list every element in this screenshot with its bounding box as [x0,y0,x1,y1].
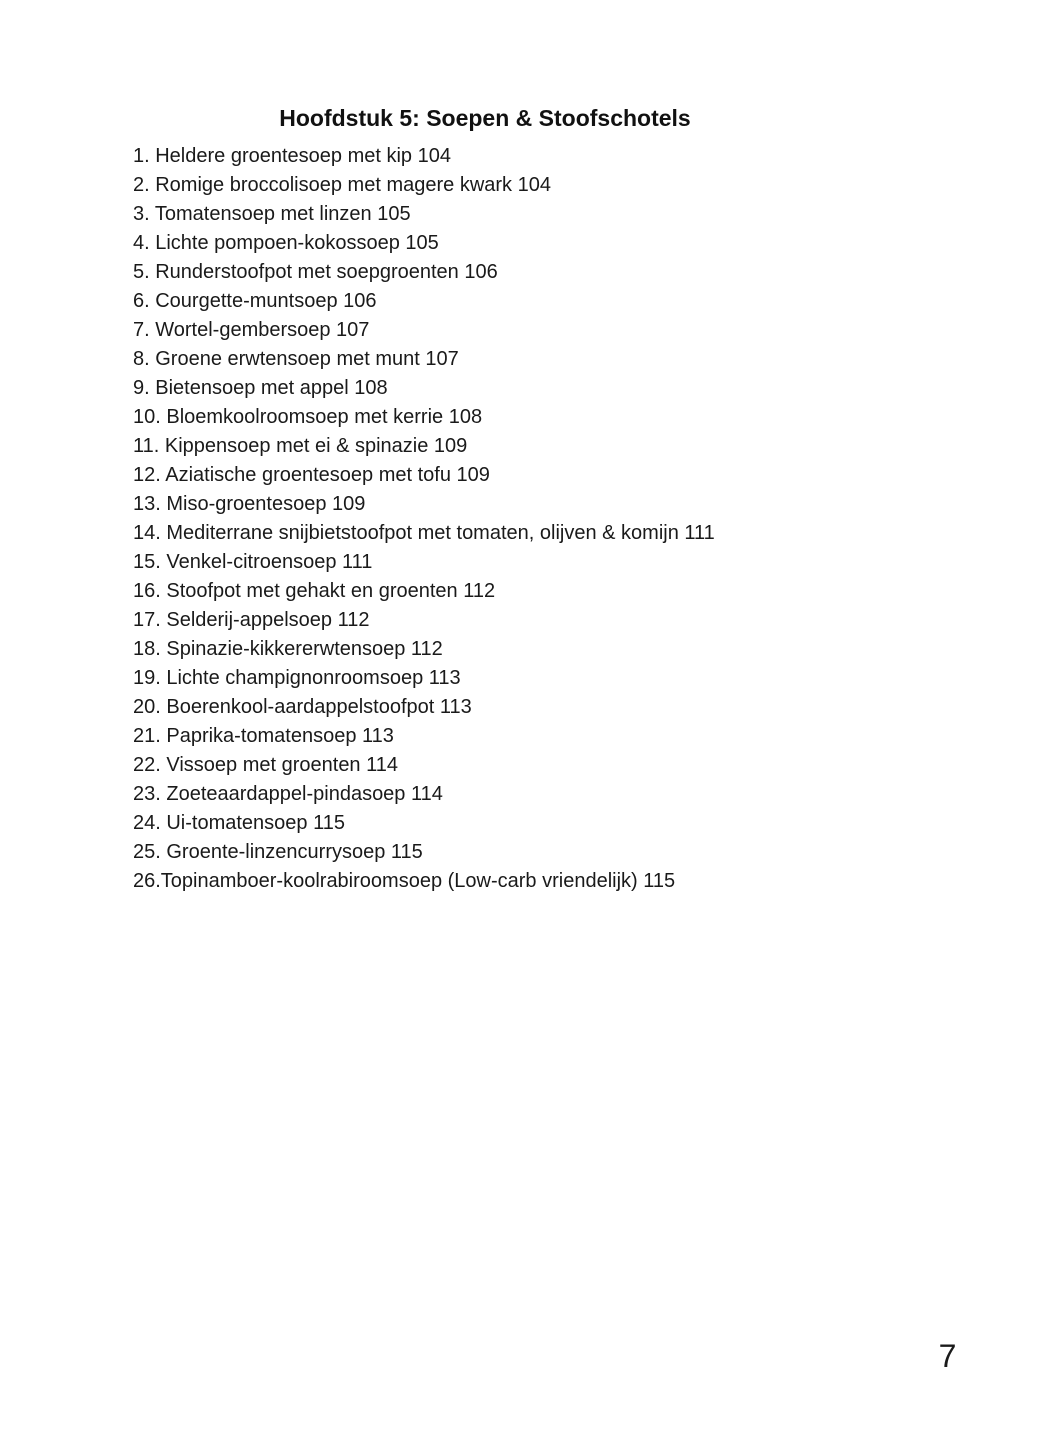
toc-item: 8. Groene erwtensoep met munt 107 [133,348,459,370]
toc-item: 14. Mediterrane snijbietstoofpot met tomaten, olijven & komijn 111 [133,522,715,544]
toc-item: 24. Ui-tomatensoep 115 [133,812,345,834]
toc-item: 17. Selderij-appelsoep 112 [133,609,370,631]
toc-item: 18. Spinazie-kikkererwtensoep 112 [133,638,443,660]
toc-item: 23. Zoeteaardappel-pindasoep 114 [133,783,443,805]
toc-item: 9. Bietensoep met appel 108 [133,377,388,399]
toc-item: 21. Paprika-tomatensoep 113 [133,725,394,747]
page-number: 7 [938,1338,957,1374]
toc-item: 4. Lichte pompoen-kokossoep 105 [133,232,439,254]
toc-item: 15. Venkel-citroensoep 111 [133,551,373,573]
table-of-contents [133,142,953,896]
toc-item: 26.Topinamboer-koolrabiroomsoep (Low-carb vriendelijk) 115 [133,870,676,892]
toc-item: 20. Boerenkool-aardappelstoofpot 113 [133,696,472,718]
toc-item: 16. Stoofpot met gehakt en groenten 112 [133,580,496,602]
toc-item: 3. Tomatensoep met linzen 105 [133,203,411,225]
toc-item: 7. Wortel-gembersoep 107 [133,319,370,341]
chapter-title: Hoofdstuk 5: Soepen & Stoofschotels [279,105,691,131]
toc-item: 19. Lichte champignonroomsoep 113 [133,667,461,689]
toc-item: 1. Heldere groentesoep met kip 104 [133,145,451,167]
toc-item: 10. Bloemkoolroomsoep met kerrie 108 [133,406,483,428]
toc-item: 11. Kippensoep met ei & spinazie 109 [133,435,468,457]
toc-item: 6. Courgette-muntsoep 106 [133,290,377,312]
toc-item: 2. Romige broccolisoep met magere kwark 104 [133,174,551,196]
toc-item: 25. Groente-linzencurrysoep 115 [133,841,423,863]
toc-item: 13. Miso-groentesoep 109 [133,493,366,515]
toc-item: 22. Vissoep met groenten 114 [133,754,398,776]
toc-item: 12. Aziatische groentesoep met tofu 109 [133,464,490,486]
toc-item: 5. Runderstoofpot met soepgroenten 106 [133,261,498,283]
